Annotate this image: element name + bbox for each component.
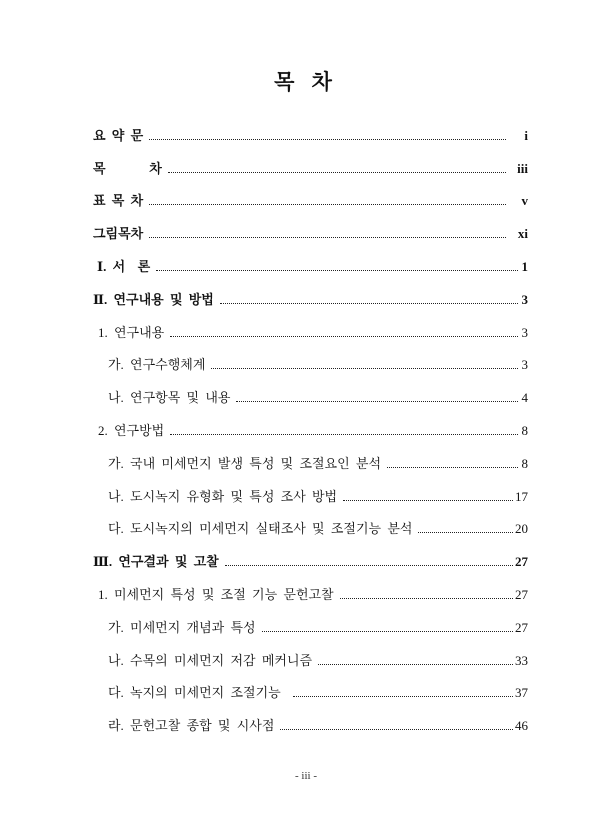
toc-entry[interactable] — [93, 407, 528, 440]
toc-entry-label: 다. 녹지의 미세먼지 조절기능 — [108, 685, 287, 701]
toc-entry-label: Ⅰ. 서 론 — [97, 258, 151, 274]
toc-entry-page: iii — [517, 160, 528, 176]
dot-leader — [170, 434, 518, 435]
toc-entry-label: 표 목 차 — [93, 193, 144, 209]
toc-entry-label: 다. 도시녹지의 미세먼지 실태조사 및 조절기능 분석 — [108, 521, 413, 537]
toc-entry-label: 목 차 — [93, 160, 162, 176]
toc-entry[interactable] — [93, 473, 528, 506]
toc-entry[interactable] — [93, 243, 528, 276]
toc-entry-label: 나. 도시녹지 유형화 및 특성 조사 방법 — [108, 488, 338, 504]
page-number: - iii - — [295, 770, 317, 782]
toc-entry-label: 요 약 문 — [93, 127, 144, 143]
toc-entry-page: i — [524, 127, 528, 143]
toc-entry-page: 46 — [515, 718, 528, 734]
toc-entry[interactable] — [93, 506, 528, 539]
toc-entry[interactable] — [93, 178, 528, 211]
toc-entry-label: Ⅲ. 연구결과 및 고찰 — [93, 554, 219, 570]
toc-entry[interactable] — [93, 538, 528, 571]
dot-leader — [262, 631, 513, 632]
toc-entry-label: 가. 국내 미세먼지 발생 특성 및 조절요인 분석 — [108, 455, 382, 471]
toc-entry-page: xi — [517, 226, 528, 242]
dot-leader — [168, 172, 506, 173]
dot-leader — [340, 598, 513, 599]
toc-entry-page: 27 — [515, 619, 528, 635]
toc-entry-page: v — [521, 193, 528, 209]
toc-entry-page: 27 — [515, 586, 528, 602]
toc-entry-page: 3 — [521, 291, 528, 307]
toc-entry[interactable] — [93, 702, 528, 735]
toc-entry-label: 2. 연구방법 — [98, 422, 165, 438]
toc-entry[interactable] — [93, 670, 528, 703]
toc-entry[interactable] — [93, 145, 528, 178]
dot-leader — [280, 729, 513, 730]
dot-leader — [318, 664, 513, 665]
dot-leader — [156, 270, 518, 271]
toc-entry-page: 8 — [521, 422, 528, 438]
toc-entry-page: 1 — [521, 258, 528, 274]
dot-leader — [211, 368, 518, 369]
toc-entry[interactable] — [93, 440, 528, 473]
toc-entry-label: 나. 수목의 미세먼지 저감 메커니즘 — [108, 652, 313, 668]
toc-entry[interactable] — [93, 309, 528, 342]
toc-entry-page: 33 — [515, 652, 528, 668]
toc-entry-page: 37 — [515, 685, 528, 701]
toc-entry-page: 27 — [515, 554, 528, 570]
toc-entry-page: 20 — [515, 521, 528, 537]
toc-entry-label: Ⅱ. 연구내용 및 방법 — [93, 291, 214, 307]
toc-entry-label: 가. 연구수행체계 — [108, 357, 206, 373]
dot-leader — [149, 204, 506, 205]
table-of-contents — [93, 112, 528, 735]
toc-entry-label: 라. 문헌고찰 종합 및 시사점 — [108, 718, 275, 734]
toc-entry-page: 3 — [521, 324, 528, 340]
toc-entry[interactable] — [93, 210, 528, 243]
dot-leader — [343, 500, 513, 501]
dot-leader — [418, 532, 513, 533]
dot-leader — [225, 565, 513, 566]
toc-entry-label: 나. 연구항목 및 내용 — [108, 390, 231, 406]
toc-entry[interactable] — [93, 374, 528, 407]
toc-entry[interactable] — [93, 342, 528, 375]
toc-entry[interactable] — [93, 604, 528, 637]
toc-entry-page: 8 — [521, 455, 528, 471]
toc-entry-page: 3 — [521, 357, 528, 373]
dot-leader — [149, 139, 506, 140]
toc-entry-label: 1. 연구내용 — [98, 324, 165, 340]
toc-entry[interactable] — [93, 276, 528, 309]
toc-entry-label: 그림목차 — [93, 226, 144, 242]
dot-leader — [170, 336, 518, 337]
toc-entry[interactable] — [93, 571, 528, 604]
dot-leader — [149, 237, 506, 238]
dot-leader — [293, 696, 513, 697]
dot-leader — [236, 401, 518, 402]
page-title: 목 차 — [274, 70, 338, 94]
toc-entry-label: 가. 미세먼지 개념과 특성 — [108, 619, 256, 635]
dot-leader — [220, 303, 518, 304]
toc-entry[interactable] — [93, 637, 528, 670]
toc-entry-page: 4 — [521, 390, 528, 406]
dot-leader — [387, 467, 518, 468]
toc-entry-page: 17 — [515, 488, 528, 504]
toc-entry-label: 1. 미세먼지 특성 및 조절 기능 문헌고찰 — [98, 586, 334, 602]
toc-entry[interactable] — [93, 112, 528, 145]
